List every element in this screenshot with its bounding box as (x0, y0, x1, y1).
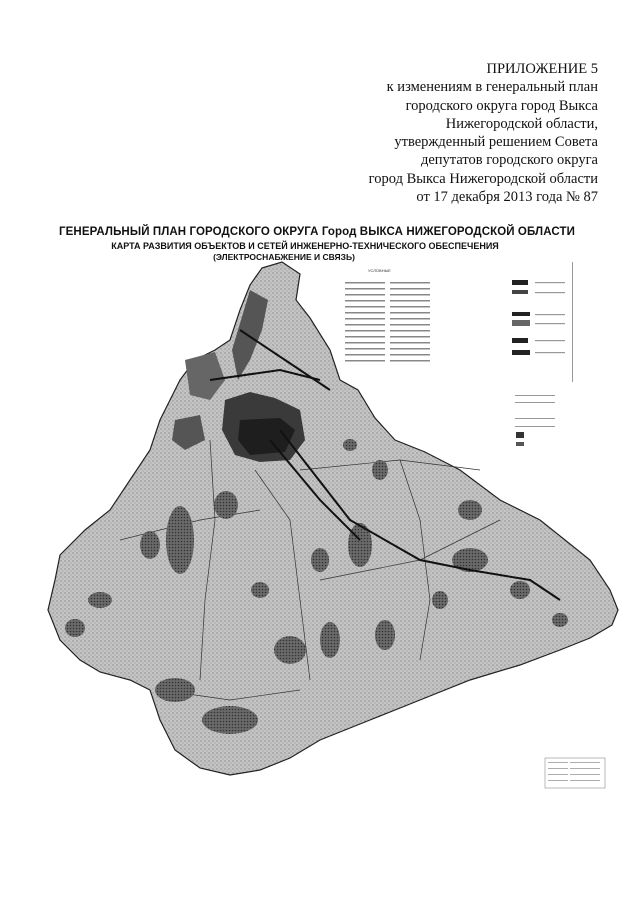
annex-line: городского округа город Выкса (405, 97, 598, 114)
annex-line: утвержденный решением Совета (394, 134, 598, 151)
map-title: ГЕНЕРАЛЬНЫЙ ПЛАН ГОРОДСКОГО ОКРУГА Город ВЫКСА НИЖЕГОРОДСКОЙ ОБЛАСТИ (59, 226, 575, 238)
annex-line: к изменениям в генеральный план (386, 79, 598, 96)
legend-details (512, 262, 573, 446)
annex-line: от 17 декабря 2013 года № 87 (416, 189, 598, 206)
annex-line: депутатов городского округа (420, 152, 598, 169)
annex-line: город Выкса Нижегородской области (368, 170, 598, 187)
title-stamp (545, 758, 605, 788)
map-subtitle-2: (ЭЛЕКТРОСНАБЖЕНИЕ И СВЯЗЬ) (213, 252, 355, 262)
map-legend (340, 268, 500, 376)
district-territory (48, 262, 618, 775)
annex-line: ПРИЛОЖЕНИЕ 5 (486, 61, 598, 77)
svg-text:УСЛОВНЫЕ: УСЛОВНЫЕ (368, 268, 391, 273)
annex-line: Нижегородской области, (445, 115, 598, 132)
map-subtitle: КАРТА РАЗВИТИЯ ОБЪЕКТОВ И СЕТЕЙ ИНЖЕНЕРНО-ТЕХНИЧЕСКОГО ОБЕСПЕЧЕНИЯ (111, 241, 499, 251)
